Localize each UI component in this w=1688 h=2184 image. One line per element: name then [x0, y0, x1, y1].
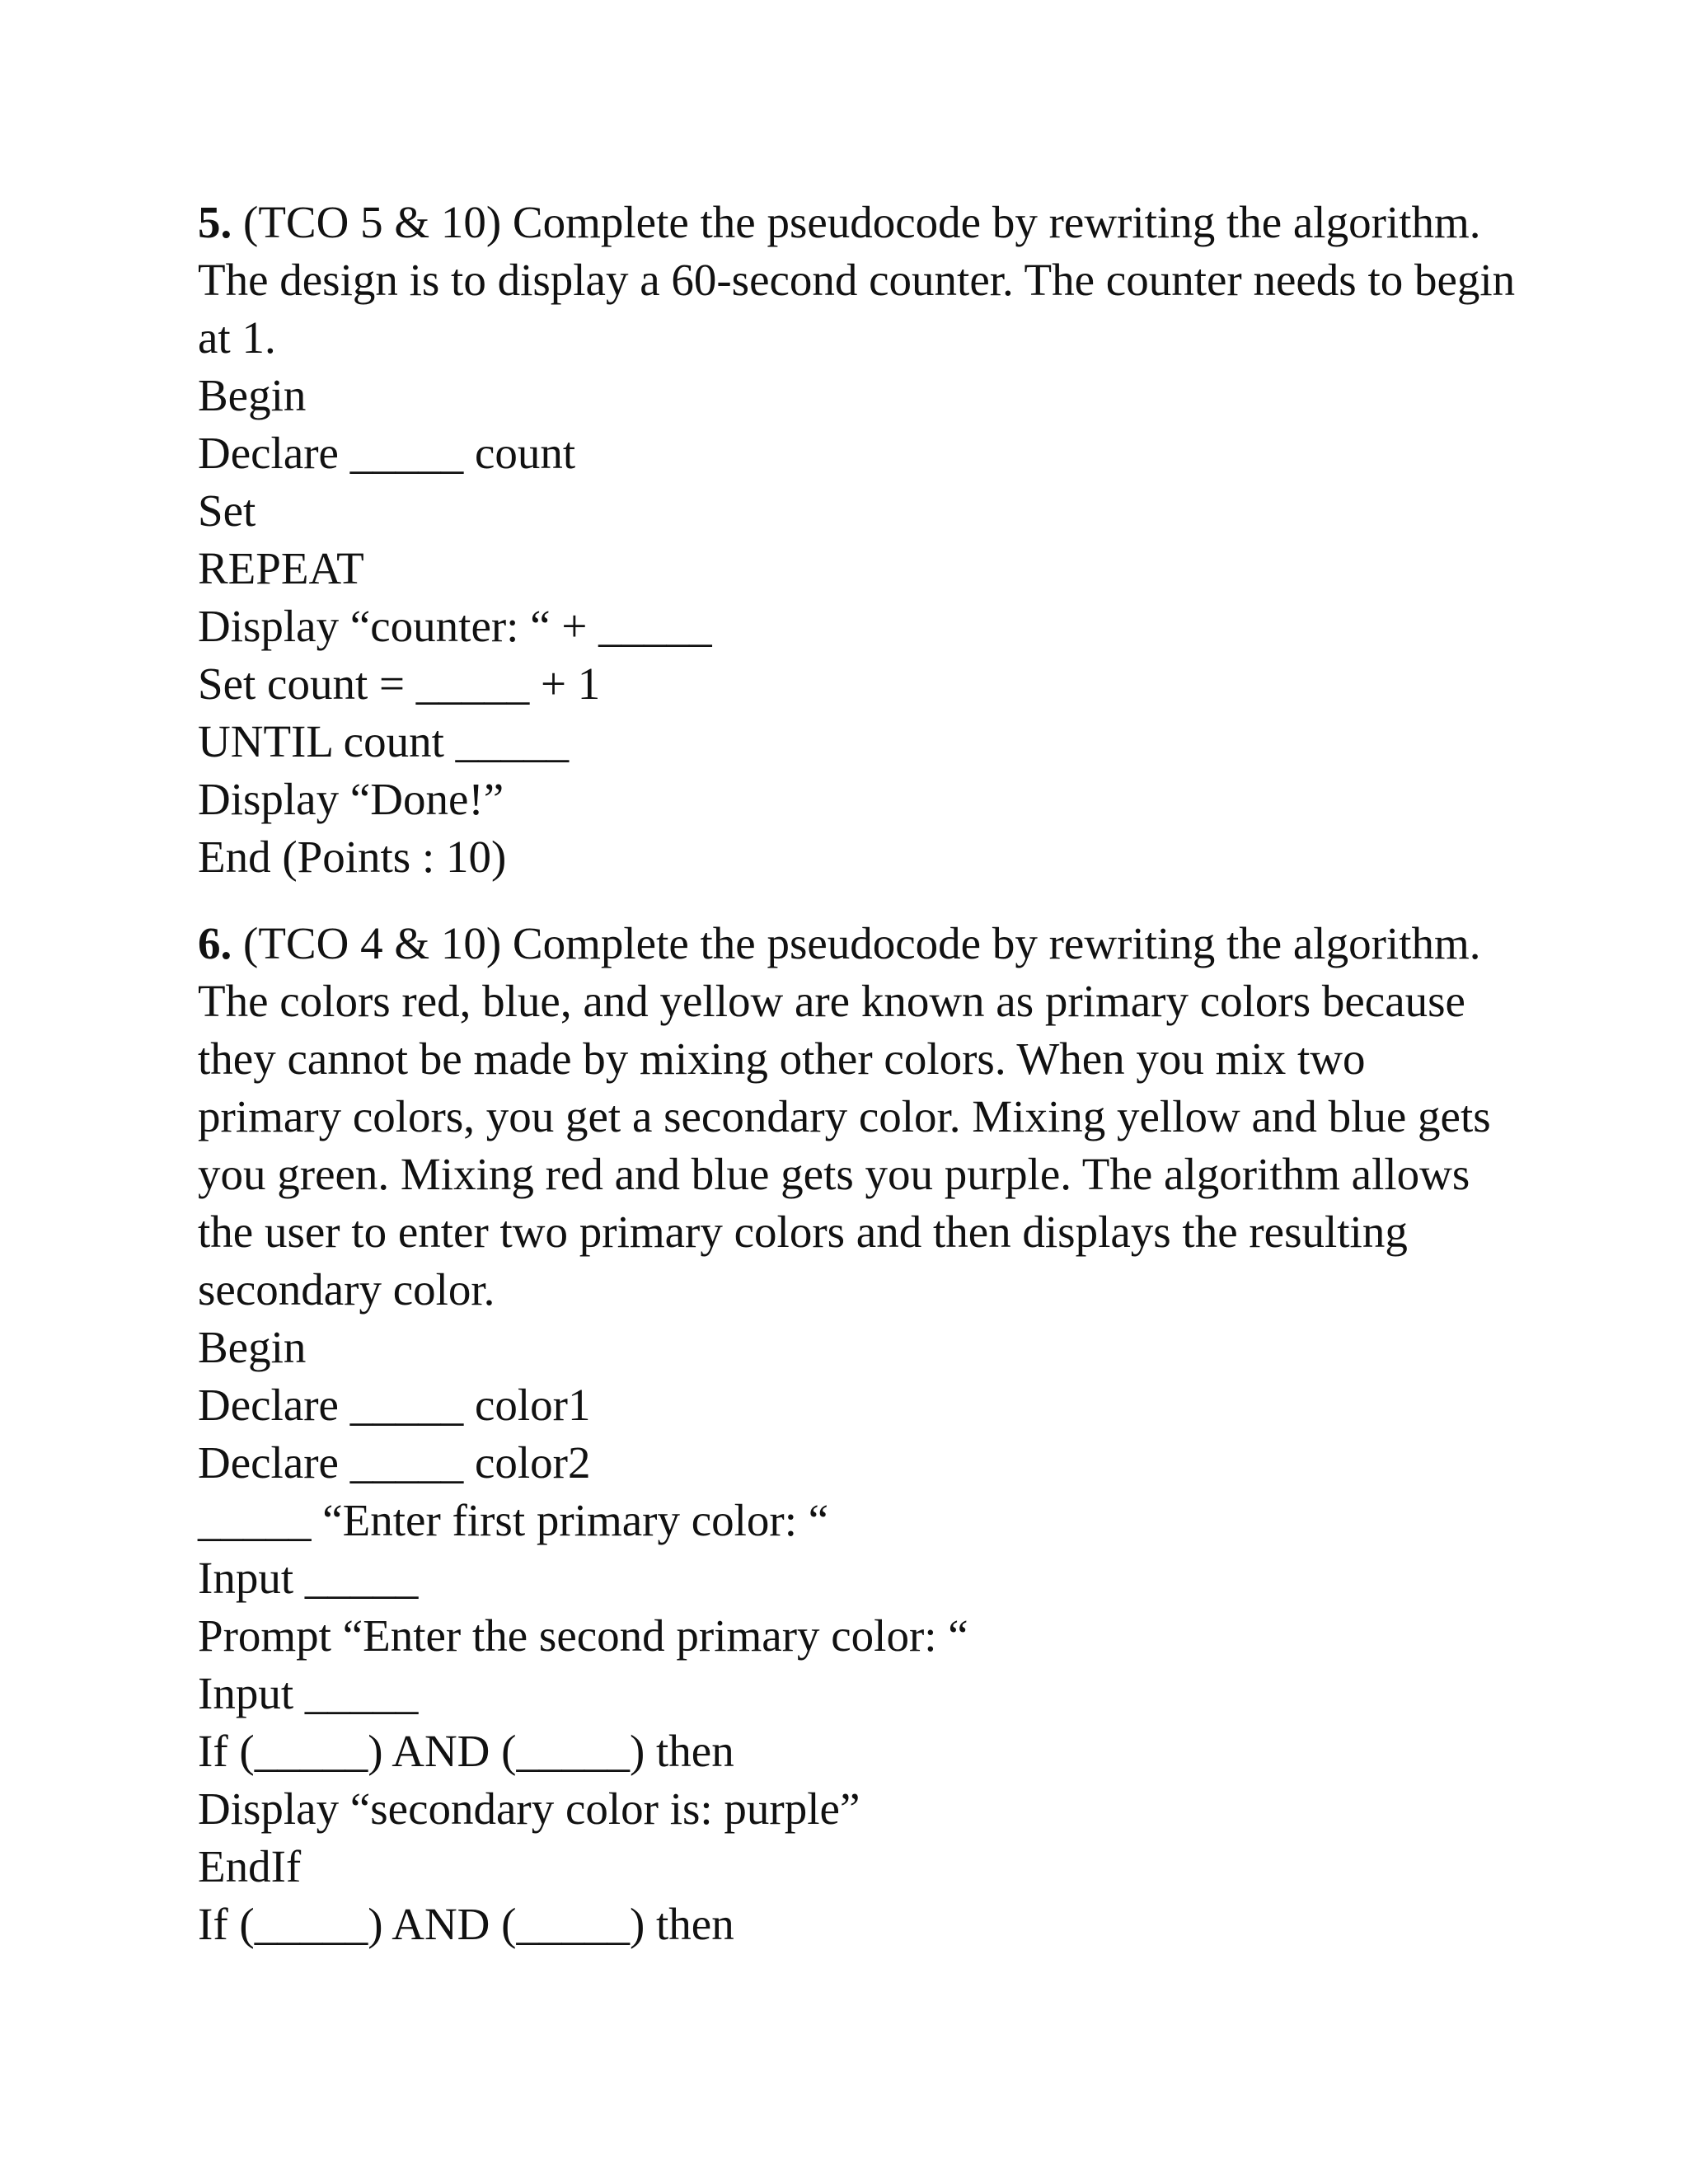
pseudocode-line: If (_____) AND (_____) then: [198, 1726, 734, 1776]
question-5-number: 5.: [198, 197, 232, 247]
pseudocode-line: Begin: [198, 370, 307, 420]
question-6-prompt: [198, 915, 1517, 1319]
question-5-text: (TCO 5 & 10) Complete the pseudocode by rewriting the algorithm. The design is to display a 60-second counter. The counter needs to begin at 1.: [198, 197, 1516, 363]
pseudocode-line: If (_____) AND (_____) then: [198, 1899, 734, 1949]
pseudocode-line: Input _____: [198, 1553, 419, 1603]
pseudocode-line: Display “counter: “ + _____: [198, 601, 712, 651]
pseudocode-line: Begin: [198, 1322, 307, 1372]
pseudocode-line: End (Points : 10): [198, 832, 507, 882]
pseudocode-line: Prompt “Enter the second primary color: “: [198, 1610, 968, 1661]
pseudocode-line: REPEAT: [198, 543, 364, 593]
document-page: [198, 194, 1517, 1953]
pseudocode-line: _____ “Enter first primary color: “: [198, 1495, 829, 1545]
pseudocode-line: Set: [198, 485, 256, 536]
pseudocode-line: Display “secondary color is: purple”: [198, 1783, 860, 1834]
pseudocode-line: Set count = _____ + 1: [198, 658, 601, 709]
pseudocode-line: EndIf: [198, 1841, 302, 1891]
question-6-number: 6.: [198, 918, 232, 968]
question-spacer: [198, 886, 1517, 915]
pseudocode-line: Display “Done!”: [198, 774, 504, 824]
question-5-pseudocode: [198, 367, 1517, 886]
question-5-prompt: [198, 194, 1517, 367]
pseudocode-line: Input _____: [198, 1668, 419, 1718]
question-6-text: (TCO 4 & 10) Complete the pseudocode by rewriting the algorithm. The colors red, blue, and yellow are known as primary colors because they cannot be made by mixing other colors. When you mix two primary colors, you get a secondary color. Mixing yellow and blue gets you green. Mixing red and blue gets you purple. The algorithm allows the user to enter two primary colors and then displays the resulting secondary color.: [198, 918, 1491, 1315]
pseudocode-line: UNTIL count _____: [198, 716, 570, 766]
pseudocode-line: Declare _____ count: [198, 428, 576, 478]
pseudocode-line: Declare _____ color1: [198, 1380, 591, 1430]
question-6-pseudocode: [198, 1319, 1517, 1953]
pseudocode-line: Declare _____ color2: [198, 1437, 591, 1488]
